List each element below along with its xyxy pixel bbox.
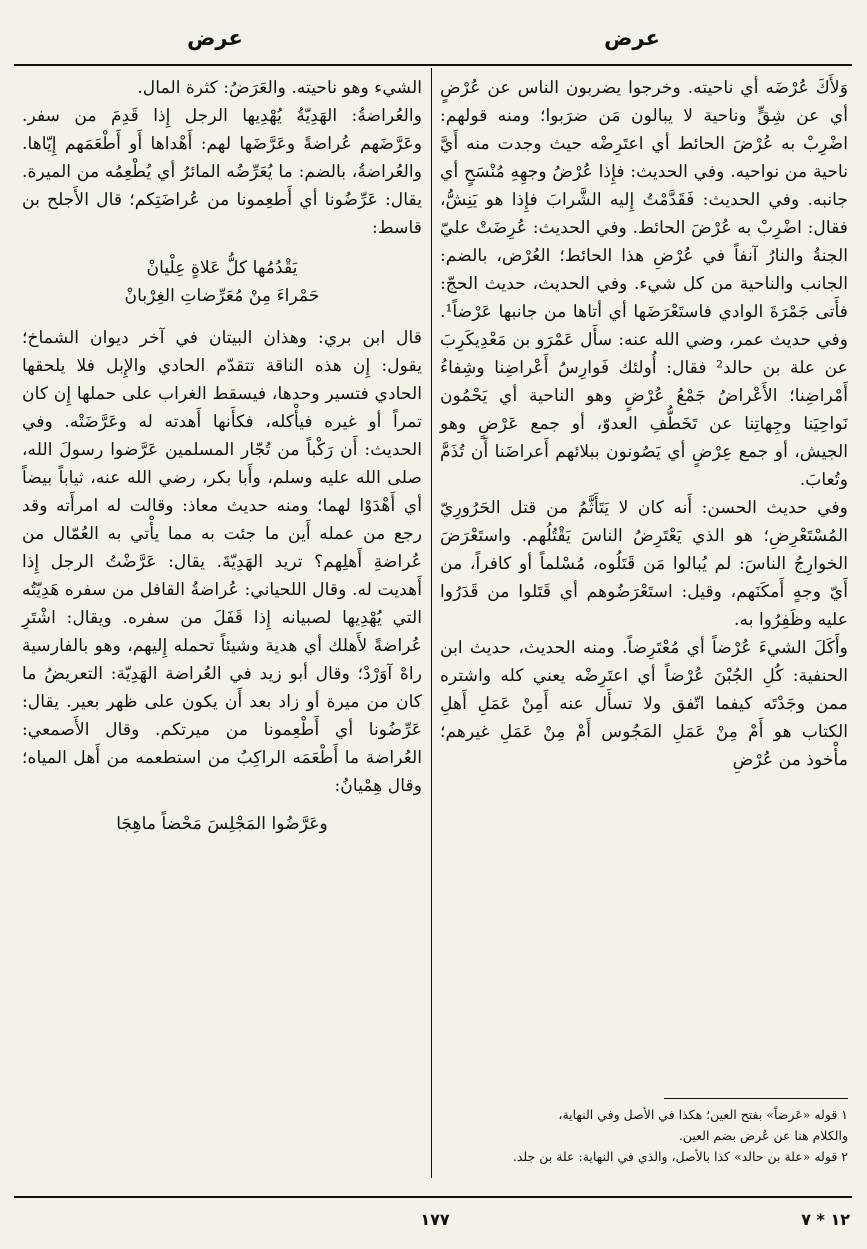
footnote-line: ١ قوله «عَرضاً» بفتح العين؛ هكذا في الأصل وفي النهاية، bbox=[558, 1107, 848, 1122]
footnotes bbox=[440, 1104, 848, 1167]
page-header bbox=[0, 22, 867, 58]
footnote-rule bbox=[664, 1098, 848, 1099]
left-column bbox=[22, 74, 422, 838]
right-column-paragraph-2: وفي حديث الحسن: أَنه كان لا يَتَأَثَّمُ من قتل الحَرُورِيّ المُسْتَعْرِضِ؛ هو الذي يَعْتَرِضُ الناسَ يَقْتُلُهم. واستَعْرَضَ الخوارِجُ الناسَ: لم يُبالوا مَن قَتَلُوه، مُسْلماً أو كافراً، من أَيّ وجهٍ أَمكَنَهم، وقيل: استَعْرَضُوهم أي قَتَلوا من قَدَرُوا عليه وظَفِرُوا به. bbox=[440, 498, 848, 630]
verse-block bbox=[22, 254, 422, 310]
verse-line: حَمْراءَ مِنْ مُعَرِّضاتِ الغِرْبانْ bbox=[124, 286, 320, 306]
header-right-catchword: عرض bbox=[604, 26, 660, 50]
verse-line-final: وعَرَّضُوا المَجْلِسَ مَحْضاً ماهِجَا bbox=[116, 814, 328, 834]
bottom-rule bbox=[14, 1196, 852, 1198]
page-number: ١٧٧ bbox=[420, 1210, 450, 1229]
header-left-catchword: عرض bbox=[187, 26, 243, 50]
verse-line: يَقْدُمُها كلُّ عَلاةٍ عِلْيانْ bbox=[146, 258, 298, 278]
column-divider bbox=[431, 68, 432, 1178]
right-column bbox=[440, 74, 848, 774]
signature-mark: ١٢ * ٧ bbox=[801, 1210, 850, 1229]
right-column-paragraph-3: وأَكَلَ الشيءَ عُرْضاً أي مُعْتَرِضاً. ومنه الحديث، حديث ابن الحنفية: كُلِ الجُبْنَ عُرْضاً أي اعتَرِضْه يعني كله واشتره ممن وجَدْتَه كيفما اتّفق ولا تسأَل عنه أَمِنْ عَمَلِ أَهلِ الكتاب هو أَمْ مِنْ عَمَلِ المَجُوس أَمْ مِنْ عَمَلِ غيرهم؛ مأْخوذ من عُرْضِ bbox=[440, 638, 848, 770]
right-column-paragraph-1: وَلأَكَ عُرْضَه أي ناحيته. وخرجوا يضربون الناس عن عُرْضٍ أي عن شِقٍّ وناحية لا يبالون مَن ضرَبوا؛ ومنه قولهم: اضْرِبْ به عُرْضَ الحائط أي اعتَرِضْه حيث وجدت منه أَيَّ ناحية من نواحيه. وفي الحديث: فإِذا عُرْضُ وجهِهِ مُنْسَحٍ أي جانبه. وفي الحديث: فَقَدَّمْتُ إِليه الشَّرابَ فإِذا هو يَنِشُّ، فقال: اضْرِبْ به عُرْضَ الحائط. وفي الحديث: عُرِضَتْ عليّ الجنةُ والنارُ آنفاً في عُرْضِ هذا الحائط؛ العُرْض، بالضم: الجانب والناحية من كل شيء. وفي الحديث، حديث الحجّ: فأَتى جَمْرَةَ الوادي فاستَعْرَضَها أي أتاها من جانبها عَرْضاً¹. وفي حديث عمر، وضي الله عنه: سأَل عَمْرَو بن مَعْدِيكَرِبَ عن علة بن حالد² فقال: أُولئك فَوارِسُ أَعْراضِنا وشِفاءُ أَمْراضِنا؛ الأَعْراضُ جَمْعُ عُرْضٍ وهو الناحية أي يَحْمُون نَواحِيَنا وجِهاتِنا عن تَخَطُّفِ العدوّ، أو جمع عَرْضٍ وهو الجيش، أو جمع عِرْضٍ أي يَصُونون ببلائهم أَعراضَنا أَن تُذَمَّ وتُعابَ. bbox=[440, 78, 848, 490]
footnote-line: والكلام هنا عن عُرض بضم العين. bbox=[678, 1128, 848, 1143]
left-column-paragraph-1: الشيء وهو ناحيته. والعَرَضُ: كثرة المال. bbox=[137, 78, 422, 98]
footnote-line: ٢ قوله «علة بن حالد» كذا بالأصل، والذي في النهاية: علة بن جلد. bbox=[512, 1149, 848, 1164]
top-rule bbox=[14, 64, 852, 66]
left-column-paragraph-2: والعُراضةُ: الهَدِيّةُ يُهْدِيها الرجل إِذا قَدِمَ من سفر. وعَرَّضَهم عُراضةً وعَرَّضَها لهم: أَهْداها أَو أَطْعَمَهم إِيّاها. والعُراضةُ، بالضم: ما يُعَرِّضُه المائرُ أي يُطْعِمُه من الميرة. يقال: عَرِّضُونا أي أَطعِمونا من عُراضَتِكم؛ قال الأَجلح بن قاسط: bbox=[22, 106, 422, 238]
left-column-paragraph-3: قال ابن بري: وهذان البيتان في آخر ديوان الشماخ؛ يقول: إِن هذه الناقة تتقدّم الحادي والإِبل فلا يلحقها الحادي فتسير وحدها، فيسقط الغراب على حملها إِن كان تمراً أو غيره فيأْكله، فكأَنها أَهدته له وعَرَّضَتْه. وفي الحديث: أَن رَكْباً من تُجّار المسلمين عَرَّضوا رسولَ الله، صلى الله عليه وسلم، وأَبا بكر، رضي الله عنه، ثياباً بيضاً أي أَهْدَوْا لهما؛ ومنه حديث معاذ: وقالت له امرأَته وقد رجع من عمله أَين ما جئت به مما يأْتي به العُمّال من عُراضةِ أَهلِهم؟ تريد الهَدِيّةَ. يقال: عَرَّضْتُ الرجل إِذا أَهديت له. وقال اللحياني: عُراضةُ القافل من سفره هَدِيّتُه التي يُهْدِيها لصبيانه إِذا قَفَلَ من سفره. ويقال: اشْتَرِ عُراضةً لأَهلك أي هدية وشيئاً تحمله إِليهم، وهو بالفارسية راهْ آوَرْدْ؛ وقال أبو زيد في العُراضة الهَدِيّة: التعريضُ ما كان من ميرة أو زاد بعد أَن يكون على ظهر بعير. يقال: عَرِّضُونا أي أَطْعِمونا من ميرتكم. وقال الأَصمعي: العُراضة ما أَطْعَمَه الراكِبُ من استطعمه من أَهل المياه؛ وقال هِمْيانُ: bbox=[22, 328, 422, 796]
